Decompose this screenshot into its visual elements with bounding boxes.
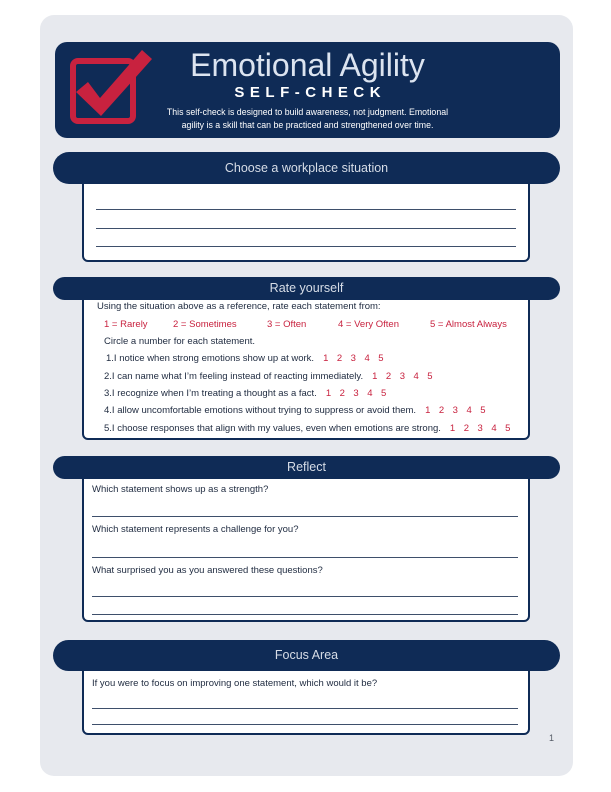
- rating-option-3[interactable]: 3: [452, 405, 458, 416]
- rating-option-4[interactable]: 4: [491, 423, 497, 434]
- rating-option-2[interactable]: 2: [463, 423, 470, 434]
- statement-row-4: [104, 405, 486, 417]
- description-line: agility is a skill that can be practiced and strengthened over time.: [181, 120, 434, 130]
- statement-text: 1.I notice when strong emotions show up at work.: [106, 353, 315, 364]
- rating-option-2[interactable]: 2: [339, 388, 345, 399]
- reflect-answer-line[interactable]: [92, 596, 518, 597]
- scale-label-5: 5 = Almost Always: [430, 319, 507, 330]
- section-header-focus: Focus Area: [53, 640, 560, 671]
- rating-options: [425, 405, 485, 416]
- focus-answer-line[interactable]: [92, 724, 518, 725]
- rating-option-4[interactable]: 4: [466, 405, 472, 416]
- reflect-box: [82, 477, 530, 622]
- reflect-answer-line[interactable]: [92, 516, 518, 517]
- rating-option-3[interactable]: 3: [350, 353, 356, 364]
- scale-label-3: 3 = Often: [267, 319, 307, 330]
- reflect-question-2: Which statement represents a challenge for you?: [92, 524, 299, 535]
- focus-box: [82, 668, 530, 735]
- rating-options: [372, 371, 432, 382]
- rating-option-2[interactable]: 2: [336, 353, 343, 364]
- page-title: Emotional Agility: [190, 47, 425, 83]
- statement-row-3: [104, 388, 386, 400]
- rating-option-2[interactable]: 2: [385, 371, 392, 382]
- focus-answer-line[interactable]: [92, 708, 518, 709]
- focus-question: If you were to focus on improving one statement, which would it be?: [92, 678, 378, 689]
- reflect-answer-line[interactable]: [92, 614, 518, 615]
- rating-option-5[interactable]: 5: [427, 371, 433, 382]
- situation-answer-line[interactable]: [96, 246, 516, 247]
- scale-label-4: 4 = Very Often: [338, 319, 399, 330]
- statement-row-1: [106, 353, 384, 365]
- rating-option-1[interactable]: 1: [372, 371, 378, 382]
- rating-option-1[interactable]: 1: [325, 388, 332, 399]
- section-header-reflect: Reflect: [53, 456, 560, 479]
- rating-option-3[interactable]: 3: [477, 423, 483, 434]
- section-header-rate: Rate yourself: [53, 277, 560, 300]
- rating-option-5[interactable]: 5: [381, 388, 387, 399]
- reflect-question-3: What surprised you as you answered these questions?: [92, 565, 323, 576]
- rating-option-4[interactable]: 4: [413, 371, 419, 382]
- scale-label-2: 2 = Sometimes: [173, 319, 237, 330]
- statement-text: 2.I can name what I’m feeling instead of reacting immediately.: [104, 371, 364, 382]
- rating-options: [323, 353, 383, 364]
- rating-option-1[interactable]: 1: [323, 353, 329, 364]
- statement-text: 3.I recognize when I’m treating a thought as a fact.: [104, 388, 317, 399]
- rating-options: [450, 423, 510, 434]
- rating-option-5[interactable]: 5: [480, 405, 486, 416]
- rating-option-4[interactable]: 4: [367, 388, 373, 399]
- description-line: This self-check is designed to build awareness, not judgment. Emotional: [166, 107, 449, 117]
- rating-option-1[interactable]: 1: [449, 423, 456, 434]
- section-header-situation: Choose a workplace situation: [53, 152, 560, 184]
- rating-option-1[interactable]: 1: [425, 405, 431, 416]
- rating-option-4[interactable]: 4: [364, 353, 370, 364]
- page-number: 1: [549, 733, 555, 743]
- rating-option-5[interactable]: 5: [378, 353, 384, 364]
- rate-instruction: Using the situation above as a reference, rate each statement from:: [97, 301, 381, 312]
- rating-option-3[interactable]: 3: [353, 388, 359, 399]
- header-banner: [55, 42, 560, 138]
- rating-options: [326, 388, 386, 399]
- statement-row-2: [104, 371, 433, 383]
- statement-text: 5.I choose responses that align with my values, even when emotions are strong.: [104, 423, 441, 434]
- page-subtitle: SELF-CHECK: [234, 84, 387, 101]
- rate-box: [82, 298, 530, 440]
- statement-row-5: [104, 423, 510, 435]
- statement-text: 4.I allow uncomfortable emotions without trying to suppress or avoid them.: [104, 405, 417, 416]
- rating-option-5[interactable]: 5: [505, 423, 511, 434]
- reflect-answer-line[interactable]: [92, 557, 518, 558]
- scale-label-1: 1 = Rarely: [104, 319, 148, 330]
- situation-answer-line[interactable]: [96, 209, 516, 210]
- circle-instruction: Circle a number for each statement.: [104, 336, 256, 347]
- situation-answer-line[interactable]: [96, 228, 516, 229]
- rating-option-3[interactable]: 3: [399, 371, 405, 382]
- situation-box: [82, 182, 530, 262]
- rating-option-2[interactable]: 2: [438, 405, 445, 416]
- reflect-question-1: Which statement shows up as a strength?: [92, 484, 269, 495]
- page-description: [55, 106, 560, 132]
